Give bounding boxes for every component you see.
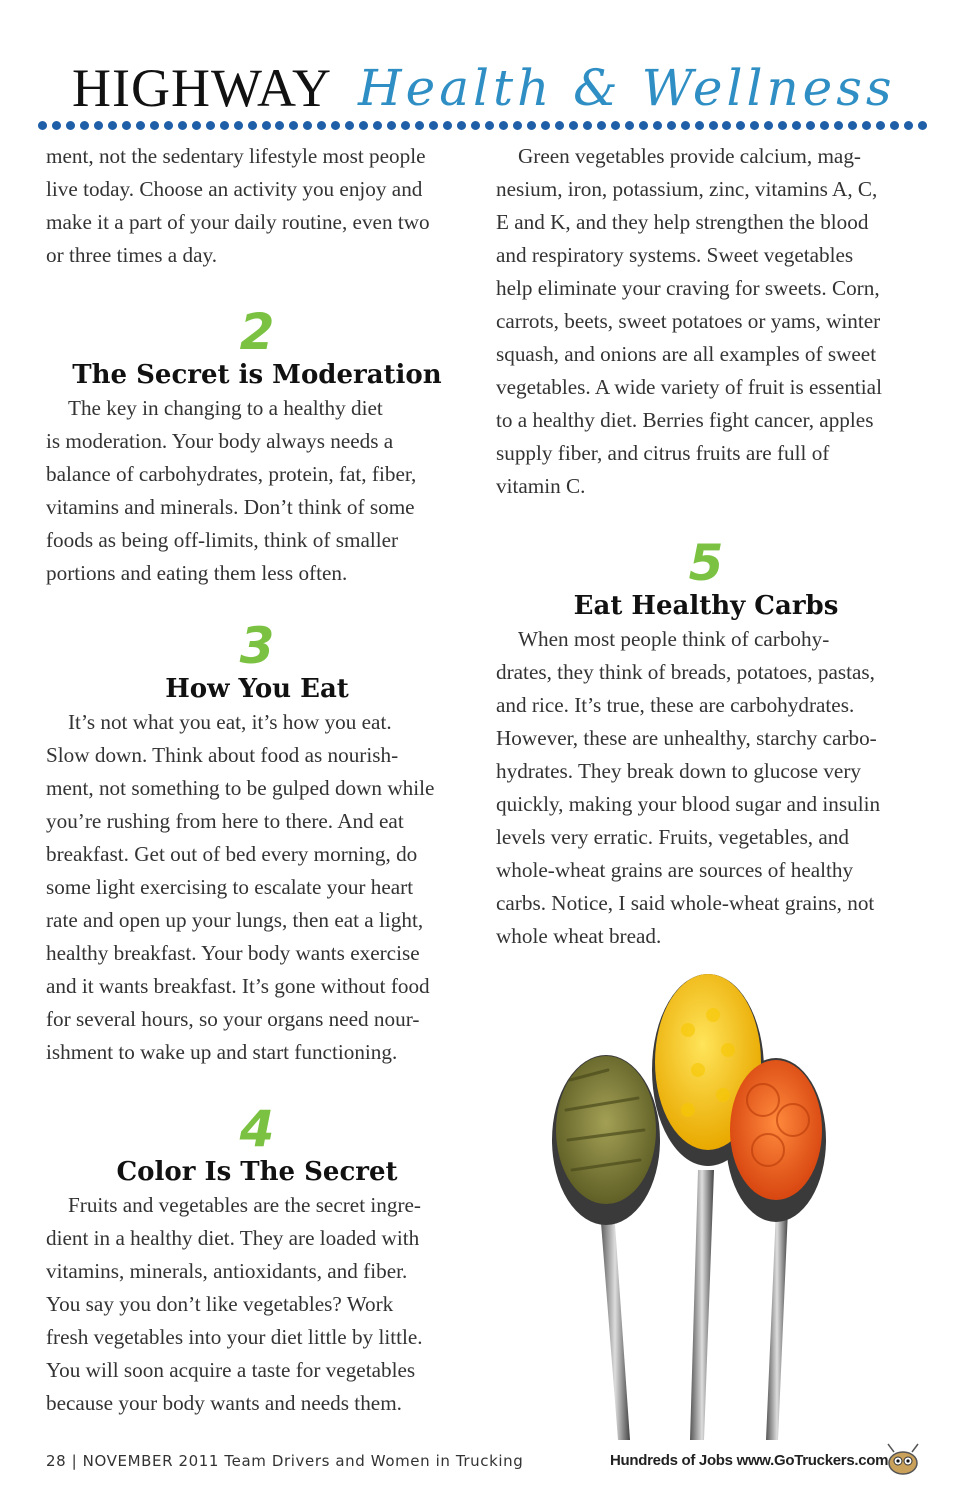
- header-dot: [485, 121, 494, 130]
- header-dot: [373, 121, 382, 130]
- text-line: you’re rushing from here to there. And eat: [46, 809, 404, 833]
- text-line: whole wheat bread.: [496, 924, 662, 948]
- text-line: vitamin C.: [496, 474, 586, 498]
- header-dot: [66, 121, 75, 130]
- text-line: hydrates. They break down to glucose very: [496, 759, 861, 783]
- text-line: vitamins, minerals, antioxidants, and fiber.: [46, 1259, 408, 1283]
- header-dot: [122, 121, 131, 130]
- right-intro-paragraph: [496, 140, 916, 503]
- header-dot: [555, 121, 564, 130]
- text-line: portions and eating them less often.: [46, 561, 348, 585]
- header-dot: [890, 121, 899, 130]
- header-dot: [709, 121, 718, 130]
- header-dot: [625, 121, 634, 130]
- section-5-heading: Eat Healthy Carbs: [573, 591, 839, 621]
- page-header: [72, 58, 922, 118]
- text-line: You say you don’t like vegetables? Work: [46, 1292, 394, 1316]
- section-3-heading: How You Eat: [165, 674, 349, 704]
- header-dot: [359, 121, 368, 130]
- text-line: drates, they think of breads, potatoes, pastas,: [496, 660, 875, 684]
- text-line: rate and open up your lungs, then eat a light,: [46, 908, 424, 932]
- header-dot: [457, 121, 466, 130]
- text-line: healthy breakfast. Your body wants exercise: [46, 941, 420, 965]
- header-title-script: Health & Wellness: [358, 59, 896, 117]
- header-dot: [876, 121, 885, 130]
- text-line: foods as being off-limits, think of smaller: [46, 528, 399, 552]
- section-5-body: [496, 623, 916, 953]
- header-dot: [862, 121, 871, 130]
- section-3-number: 3: [239, 617, 275, 675]
- text-line: carrots, beets, sweet potatoes or yams, winter: [496, 309, 881, 333]
- header-dot: [611, 121, 620, 130]
- header-dot: [513, 121, 522, 130]
- header-dot: [178, 121, 187, 130]
- header-dot: [695, 121, 704, 130]
- section-2-number: 2: [239, 303, 275, 361]
- right-column: [496, 140, 916, 953]
- text-line: The key in changing to a healthy diet: [68, 396, 383, 420]
- text-line: for several hours, so your organs need nour-: [46, 1007, 420, 1031]
- section-4-heading: Color Is The Secret: [116, 1157, 398, 1187]
- header-dot: [639, 121, 648, 130]
- header-dot: [234, 121, 243, 130]
- text-line: When most people think of carbohy-: [518, 627, 830, 651]
- header-dot: [248, 121, 257, 130]
- header-dot: [401, 121, 410, 130]
- header-dot: [778, 121, 787, 130]
- header-dot: [331, 121, 340, 130]
- text-line: nesium, iron, potassium, zinc, vitamins A, C,: [496, 177, 878, 201]
- text-line: is moderation. Your body always needs a: [46, 429, 394, 453]
- text-line: and it wants breakfast. It’s gone without food: [46, 974, 430, 998]
- text-line: carbs. Notice, I said whole-wheat grains, not: [496, 891, 875, 915]
- header-dot: [150, 121, 159, 130]
- header-dot: [750, 121, 759, 130]
- header-dot: [667, 121, 676, 130]
- header-dot: [387, 121, 396, 130]
- text-line: or three times a day.: [46, 243, 217, 267]
- text-line: help eliminate your craving for sweets. Corn,: [496, 276, 880, 300]
- header-dot: [527, 121, 536, 130]
- header-dot: [206, 121, 215, 130]
- header-dot: [164, 121, 173, 130]
- header-dot: [415, 121, 424, 130]
- text-line: E and K, and they help strengthen the blood: [496, 210, 869, 234]
- header-dot: [792, 121, 801, 130]
- header-dot: [443, 121, 452, 130]
- header-dot: [275, 121, 284, 130]
- header-dot: [681, 121, 690, 130]
- footer-issue-info: 28 | NOVEMBER 2011 Team Drivers and Women in Trucking: [46, 1452, 524, 1470]
- header-dot: [583, 121, 592, 130]
- header-dot: [569, 121, 578, 130]
- spoon-handle-center: [690, 1170, 714, 1440]
- carrot-slices: [730, 1060, 822, 1200]
- text-line: and rice. It’s true, these are carbohydrates.: [496, 693, 855, 717]
- header-dot: [499, 121, 508, 130]
- text-line: Fruits and vegetables are the secret ingre-: [68, 1193, 421, 1217]
- header-dot: [597, 121, 606, 130]
- text-line: dient in a healthy diet. They are loaded with: [46, 1226, 420, 1250]
- header-dot: [94, 121, 103, 130]
- header-dot: [192, 121, 201, 130]
- section-2-heading: The Secret is Moderation: [72, 360, 442, 390]
- text-line: Slow down. Think about food as nourish-: [46, 743, 399, 767]
- spoon-handle-right: [766, 1210, 788, 1440]
- text-line: some light exercising to escalate your heart: [46, 875, 414, 899]
- text-line: Green vegetables provide calcium, mag-: [518, 144, 861, 168]
- header-dot: [918, 121, 927, 130]
- header-title-main: HIGHWAY: [72, 58, 332, 118]
- text-line: live today. Choose an activity you enjoy and: [46, 177, 423, 201]
- header-dot: [220, 121, 229, 130]
- left-column: [46, 140, 468, 1420]
- text-line: and respiratory systems. Sweet vegetables: [496, 243, 854, 267]
- text-line: quickly, making your blood sugar and insulin: [496, 792, 881, 816]
- header-dot: [471, 121, 480, 130]
- header-dot: [429, 121, 438, 130]
- text-line: supply fiber, and citrus fruits are full of: [496, 441, 830, 465]
- header-dot: [736, 121, 745, 130]
- header-dot: [108, 121, 117, 130]
- header-dot: [52, 121, 61, 130]
- text-line: vitamins and minerals. Don’t think of some: [46, 495, 415, 519]
- spoons-vegetables-image: [548, 970, 838, 1440]
- section-4-body: [46, 1189, 468, 1420]
- text-line: because your body wants and needs them.: [46, 1391, 402, 1415]
- header-dotted-rule: [38, 121, 928, 133]
- header-dot: [820, 121, 829, 130]
- header-dot: [317, 121, 326, 130]
- header-dot: [848, 121, 857, 130]
- header-dot: [289, 121, 298, 130]
- text-line: fresh vegetables into your diet little by little.: [46, 1325, 423, 1349]
- header-dot: [262, 121, 271, 130]
- header-dot: [722, 121, 731, 130]
- text-line: make it a part of your daily routine, even two: [46, 210, 430, 234]
- left-intro-paragraph: [46, 140, 468, 272]
- text-line: ment, not something to be gulped down while: [46, 776, 435, 800]
- text-line: balance of carbohydrates, protein, fat, fiber,: [46, 462, 417, 486]
- section-2-body: [46, 392, 468, 590]
- header-dot: [38, 121, 47, 130]
- header-dot: [834, 121, 843, 130]
- header-dot: [345, 121, 354, 130]
- text-line: to a healthy diet. Berries fight cancer, apples: [496, 408, 874, 432]
- section-4-number: 4: [239, 1100, 275, 1158]
- spoon-handle-left: [600, 1210, 630, 1440]
- header-dot: [653, 121, 662, 130]
- gotruckers-bug-logo: [884, 1442, 922, 1476]
- header-dot: [904, 121, 913, 130]
- text-line: However, these are unhealthy, starchy carbo-: [496, 726, 877, 750]
- section-5-number: 5: [688, 534, 724, 592]
- text-line: whole-wheat grains are sources of healthy: [496, 858, 854, 882]
- text-line: levels very erratic. Fruits, vegetables, and: [496, 825, 849, 849]
- header-dot: [806, 121, 815, 130]
- header-dot: [80, 121, 89, 130]
- header-dot: [303, 121, 312, 130]
- header-dot: [764, 121, 773, 130]
- text-line: You will soon acquire a taste for vegetables: [46, 1358, 416, 1382]
- text-line: vegetables. A wide variety of fruit is essential: [496, 375, 882, 399]
- section-3-body: [46, 706, 468, 1069]
- header-dot: [136, 121, 145, 130]
- footer-website-link[interactable]: Hundreds of Jobs www.GoTruckers.com: [610, 1452, 889, 1469]
- text-line: squash, and onions are all examples of sweet: [496, 342, 877, 366]
- header-dot: [541, 121, 550, 130]
- text-line: It’s not what you eat, it’s how you eat.: [68, 710, 392, 734]
- text-line: breakfast. Get out of bed every morning, do: [46, 842, 418, 866]
- text-line: ment, not the sedentary lifestyle most people: [46, 144, 426, 168]
- text-line: ishment to wake up and start functioning.: [46, 1040, 398, 1064]
